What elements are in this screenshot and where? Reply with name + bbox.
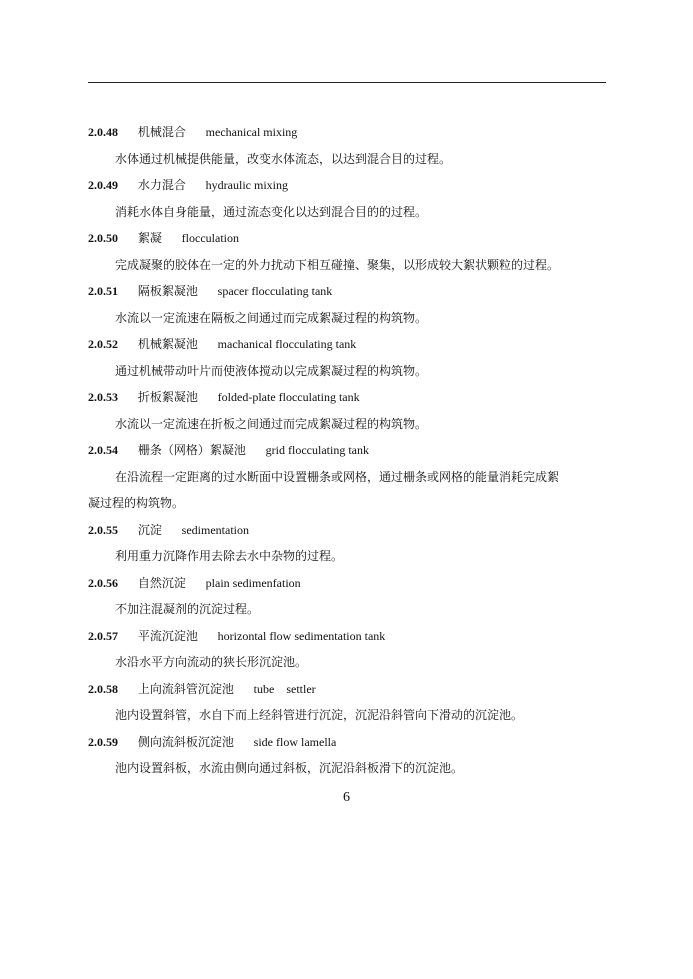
term-heading — [88, 517, 608, 544]
term-english: horizontal flow sedimentation tank — [217, 628, 386, 643]
term-entry — [88, 437, 608, 517]
term-entry — [88, 119, 608, 172]
term-english: hydraulic mixing — [205, 178, 288, 192]
header-rule — [88, 82, 606, 83]
term-number: 2.0.54 — [88, 443, 118, 457]
term-english: grid flocculating tank — [265, 443, 369, 457]
term-english: side flow lamella — [253, 734, 337, 749]
term-chinese: 机械絮凝池 — [137, 337, 198, 351]
term-english: spacer flocculating tank — [217, 284, 333, 298]
term-definition: 池内设置斜板，水流由侧向通过斜板，沉泥沿斜板滑下的沉淀池。 — [115, 761, 464, 775]
term-chinese: 上向流斜管沉淀池 — [137, 681, 234, 696]
term-number: 2.0.53 — [88, 390, 118, 404]
term-chinese: 栅条（网格）絮凝池 — [137, 443, 246, 457]
term-definition-continued: 凝过程的构筑物。 — [88, 496, 185, 510]
term-number: 2.0.56 — [88, 575, 118, 590]
page-number: 6 — [343, 790, 350, 805]
term-definition: 水沿水平方向流动的狭长形沉淀池。 — [115, 655, 308, 669]
term-definition: 完成凝聚的胶体在一定的外力扰动下相互碰撞、聚集，以形成较大絮状颗粒的过程。 — [115, 257, 560, 272]
term-definition: 在沿流程一定距离的过水断面中设置栅条或网格，通过栅条或网格的能量消耗完成絮 — [115, 469, 560, 484]
term-heading — [88, 676, 608, 703]
term-number: 2.0.52 — [88, 337, 118, 351]
term-heading — [88, 119, 608, 146]
term-chinese: 隔板絮凝池 — [137, 284, 198, 298]
term-number: 2.0.51 — [88, 284, 118, 298]
term-english: mechanical mixing — [205, 125, 298, 139]
term-heading — [88, 225, 608, 252]
term-chinese: 水力混合 — [137, 178, 186, 192]
term-chinese: 侧向流斜板沉淀池 — [137, 734, 234, 749]
term-number: 2.0.50 — [88, 231, 118, 245]
term-heading — [88, 172, 608, 199]
term-number: 2.0.55 — [88, 522, 118, 537]
term-entry — [88, 384, 608, 437]
term-heading — [88, 278, 608, 305]
term-number: 2.0.49 — [88, 178, 118, 192]
term-english: plain sedimenfation — [205, 575, 301, 590]
term-entry — [88, 676, 608, 729]
term-definition: 池内设置斜管，水自下而上经斜管进行沉淀，沉泥沿斜管向下滑动的沉淀池。 — [115, 708, 524, 722]
term-definition: 水流以一定流速在折板之间通过而完成絮凝过程的构筑物。 — [115, 416, 428, 431]
term-entry — [88, 331, 608, 384]
term-english: flocculation — [181, 231, 239, 245]
term-heading — [88, 623, 608, 650]
term-chinese: 折板絮凝池 — [137, 390, 198, 404]
term-definition: 利用重力沉降作用去除去水中杂物的过程。 — [115, 549, 344, 563]
term-english: sedimentation — [181, 522, 249, 537]
term-english: folded-plate flocculating tank — [217, 390, 360, 404]
term-definition: 通过机械带动叶片而使液体搅动以完成絮凝过程的构筑物。 — [115, 363, 428, 378]
term-number: 2.0.59 — [88, 734, 118, 749]
term-chinese: 自然沉淀 — [137, 575, 186, 590]
term-number: 2.0.58 — [88, 681, 118, 696]
terms-list — [88, 119, 608, 782]
term-entry — [88, 570, 608, 623]
term-definition: 水流以一定流速在隔板之间通过而完成絮凝过程的构筑物。 — [115, 310, 428, 325]
term-entry — [88, 729, 608, 782]
term-heading — [88, 437, 608, 464]
term-heading — [88, 570, 608, 597]
term-entry — [88, 278, 608, 331]
term-entry — [88, 517, 608, 570]
term-entry — [88, 225, 608, 278]
term-heading — [88, 331, 608, 358]
term-definition: 不加注混凝剂的沉淀过程。 — [115, 602, 260, 616]
term-chinese: 沉淀 — [137, 522, 162, 537]
term-entry — [88, 623, 608, 676]
term-entry — [88, 172, 608, 225]
term-heading — [88, 729, 608, 756]
term-chinese: 平流沉淀池 — [137, 628, 198, 643]
term-definition: 消耗水体自身能量，通过流态变化以达到混合目的的过程。 — [115, 204, 428, 219]
term-english: machanical flocculating tank — [217, 337, 357, 351]
term-number: 2.0.57 — [88, 628, 118, 643]
term-heading — [88, 384, 608, 411]
term-chinese: 絮凝 — [137, 231, 162, 245]
term-english: tube settler — [253, 681, 316, 696]
term-chinese: 机械混合 — [137, 125, 186, 139]
term-definition: 水体通过机械提供能量，改变水体流态，以达到混合目的过程。 — [115, 151, 452, 166]
term-number: 2.0.48 — [88, 125, 118, 139]
